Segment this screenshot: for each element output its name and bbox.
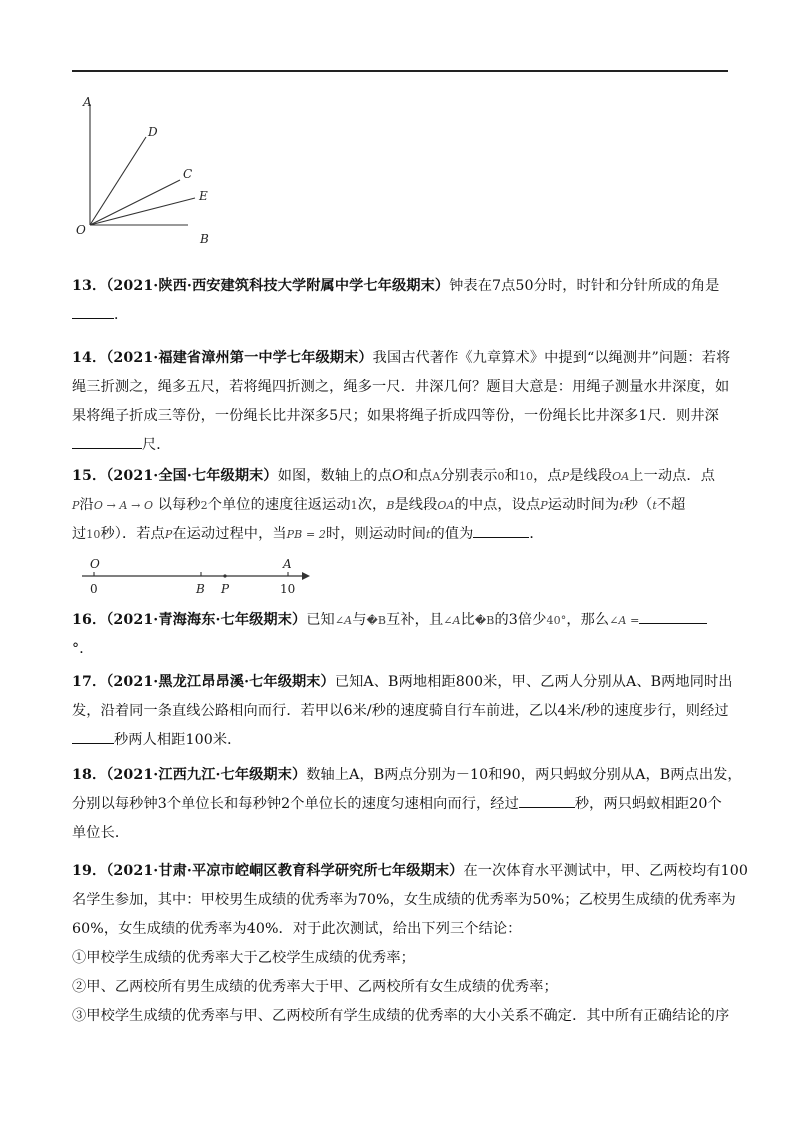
nl-label-A: A bbox=[283, 557, 292, 571]
q15-number: 15． bbox=[72, 468, 107, 484]
q15-num: 10 bbox=[518, 470, 534, 483]
q14-answer-blank[interactable] bbox=[72, 434, 142, 449]
q15-answer-blank[interactable] bbox=[473, 523, 529, 538]
ray-OD bbox=[90, 137, 146, 225]
q15-t: 在运动过程中，当 bbox=[172, 526, 287, 542]
q15-var: t bbox=[652, 499, 657, 512]
q15-t: 次， bbox=[357, 497, 387, 513]
q19-text-3: 60%，女生成绩的优秀率为40%．对于此次测试，给出下列三个结论： bbox=[72, 921, 522, 937]
q18-source: （2021·江西九江·七年级期末） bbox=[106, 767, 307, 783]
q16-t: ，那么 bbox=[566, 612, 610, 628]
q13-text: 钟表在7点50分时，时针和分针所成的角是 bbox=[449, 278, 720, 294]
question-18 bbox=[72, 761, 742, 848]
q15-t: 时，则运动时间 bbox=[325, 526, 426, 542]
q17-number: 17． bbox=[72, 674, 107, 690]
q15-var: OA bbox=[437, 499, 455, 512]
q19-conclusion-3: ③甲校学生成绩的优秀率与甲、乙两校所有学生成绩的优秀率的大小关系不确定．其中所有正确结论的序 bbox=[72, 1008, 730, 1024]
header-rule bbox=[72, 70, 728, 72]
q16-angle: ∠A bbox=[334, 614, 353, 627]
q15-var: P bbox=[164, 528, 173, 541]
question-15 bbox=[72, 462, 732, 549]
label-A: A bbox=[83, 95, 92, 109]
q15-var: B bbox=[386, 499, 395, 512]
q16-answer-blank[interactable] bbox=[639, 609, 707, 624]
nl-label-0: 0 bbox=[90, 582, 98, 596]
label-C: C bbox=[183, 167, 193, 181]
q15-t: 是线段 bbox=[569, 468, 613, 484]
nl-label-O: O bbox=[90, 557, 100, 571]
ray-OE bbox=[90, 198, 195, 225]
nl-label-10: 10 bbox=[280, 582, 296, 596]
q15-var: O bbox=[392, 468, 404, 484]
q19-source: （2021·甘肃·平凉市崆峒区教育科学研究所七年级期末） bbox=[106, 863, 464, 879]
q16-t: 与 bbox=[352, 612, 367, 628]
q17-tail: 秒两人相距100米． bbox=[114, 732, 242, 748]
q15-t: 的值为 bbox=[430, 526, 474, 542]
q15-num: 2 bbox=[200, 499, 208, 512]
q15-var: OA bbox=[612, 470, 630, 483]
q19-text-1: 在一次体育水平测试中，甲、乙两校均有100 bbox=[463, 863, 748, 879]
question-13 bbox=[72, 272, 732, 330]
q15-t: ，点 bbox=[533, 468, 562, 484]
q15-eq: PB = 2 bbox=[286, 528, 326, 541]
q16-tail: °． bbox=[72, 641, 94, 657]
q15-tail: ． bbox=[529, 526, 544, 542]
q14-tail: 尺． bbox=[142, 437, 171, 453]
q15-t: 和点 bbox=[403, 468, 433, 484]
q18-number: 18． bbox=[72, 767, 107, 783]
label-E: E bbox=[199, 189, 208, 203]
question-19 bbox=[72, 857, 748, 1031]
q15-source: （2021·全国·七年级期末） bbox=[106, 468, 278, 484]
question-16 bbox=[72, 606, 732, 664]
q15-t: 秒）．若点 bbox=[100, 526, 165, 542]
q15-t: 沿 bbox=[79, 497, 94, 513]
q15-num: 0 bbox=[497, 470, 505, 483]
point-P bbox=[223, 574, 226, 577]
axis-arrow bbox=[302, 572, 310, 580]
q13-number: 13． bbox=[72, 278, 107, 294]
q16-angle: �B bbox=[366, 614, 387, 627]
q15-t: 和 bbox=[504, 468, 519, 484]
q15-t: 的中点，设点 bbox=[454, 497, 541, 513]
nl-label-B: B bbox=[196, 582, 205, 596]
q17-source: （2021·黑龙江昂昂溪·七年级期末） bbox=[106, 674, 335, 690]
q14-text-3: 果将绳子折成三等份，一份绳长比井深多5尺；如果将绳子折成四等份，一份绳长比井深多1尺．则井深 bbox=[72, 408, 719, 424]
q16-t: 已知 bbox=[306, 612, 335, 628]
q16-angle: �B bbox=[474, 614, 495, 627]
q16-angle: ∠A bbox=[443, 614, 461, 627]
q15-num: 10 bbox=[86, 528, 101, 541]
q18-text-2b: 秒，两只蚂蚁相距20个 bbox=[574, 796, 722, 812]
q15-var: P bbox=[540, 499, 548, 512]
q17-answer-blank[interactable] bbox=[72, 729, 114, 744]
q14-text-2: 绳三折测之，绳多五尺，若将绳四折测之，绳多一尺．井深几何？题目大意是：用绳子测量水井深度，如 bbox=[72, 379, 730, 395]
q15-t: 不超 bbox=[656, 497, 686, 513]
q13-answer-blank[interactable] bbox=[72, 304, 114, 319]
q14-number: 14． bbox=[72, 350, 107, 366]
angle-figure bbox=[70, 92, 230, 252]
q19-number: 19． bbox=[72, 863, 107, 879]
q13-source: （2021·陕西·西安建筑科技大学附属中学七年级期末） bbox=[106, 278, 450, 294]
q17-text-1: 已知A、B两地相距800米，甲、乙两人分别从A、B两地同时出 bbox=[334, 674, 733, 690]
ray-OC bbox=[90, 180, 180, 225]
q15-t: 过 bbox=[72, 526, 87, 542]
q13-tail: ． bbox=[114, 307, 129, 323]
q15-var: t bbox=[425, 528, 431, 541]
question-14 bbox=[72, 344, 732, 460]
q15-t: 分别表示 bbox=[440, 468, 498, 484]
q15-t: 以每秒 bbox=[157, 497, 201, 513]
q15-var: P bbox=[72, 499, 80, 512]
q17-text-2: 发，沿着同一条直线公路相向而行．若甲以6米/秒的速度骑自行车前进，乙以4米/秒的速度步行，则经过 bbox=[72, 703, 729, 719]
q18-text-3: 单位长． bbox=[72, 825, 130, 841]
question-17 bbox=[72, 668, 732, 755]
q16-number: 16． bbox=[72, 612, 107, 628]
q15-t: 如图，数轴上的点 bbox=[277, 468, 393, 484]
label-B: B bbox=[200, 232, 209, 246]
q19-text-2: 名学生参加，其中：甲校男生成绩的优秀率为70%，女生成绩的优秀率为50%；乙校男生成绩的优秀率为 bbox=[72, 892, 736, 908]
label-O: O bbox=[76, 223, 86, 237]
q15-var: A bbox=[432, 470, 441, 483]
q15-var: P bbox=[561, 470, 570, 483]
q15-t: 个单位的速度往返运动 bbox=[207, 497, 351, 513]
q16-t: 的3倍少 bbox=[494, 612, 547, 628]
q15-path: O → A → O bbox=[93, 499, 154, 512]
q18-text-1: 数轴上A，B两点分别为－10和90，两只蚂蚁分别从A，B两点出发， bbox=[306, 767, 742, 783]
q14-source: （2021·福建省漳州第一中学七年级期末） bbox=[106, 350, 373, 366]
q15-var: t bbox=[619, 499, 624, 512]
label-D: D bbox=[148, 125, 158, 139]
q18-text-2a: 分别以每秒钟3个单位长和每秒钟2个单位长的速度匀速相向而行，经过 bbox=[72, 796, 519, 812]
q15-t: 是线段 bbox=[394, 497, 438, 513]
q16-ask: ∠A = bbox=[609, 614, 640, 627]
q16-degree: 40° bbox=[546, 614, 567, 627]
q15-t: 秒（ bbox=[623, 497, 653, 513]
number-line-figure bbox=[80, 555, 320, 600]
nl-label-P: P bbox=[221, 582, 230, 596]
q15-t: 上一动点．点 bbox=[629, 468, 716, 484]
q15-num: 1 bbox=[350, 499, 358, 512]
q16-t: 比 bbox=[460, 612, 475, 628]
q16-source: （2021·青海海东·七年级期末） bbox=[106, 612, 307, 628]
q14-text-1: 我国古代著作《九章算术》中提到“以绳测井”问题：若将 bbox=[372, 350, 731, 366]
q18-answer-blank[interactable] bbox=[519, 793, 575, 808]
q16-t: 互补，且 bbox=[386, 612, 444, 628]
q19-conclusion-1: ①甲校学生成绩的优秀率大于乙校学生成绩的优秀率； bbox=[72, 950, 415, 966]
q19-conclusion-2: ②甲、乙两校所有男生成绩的优秀率大于甲、乙两校所有女生成绩的优秀率； bbox=[72, 979, 558, 995]
q15-t: 运动时间为 bbox=[547, 497, 620, 513]
